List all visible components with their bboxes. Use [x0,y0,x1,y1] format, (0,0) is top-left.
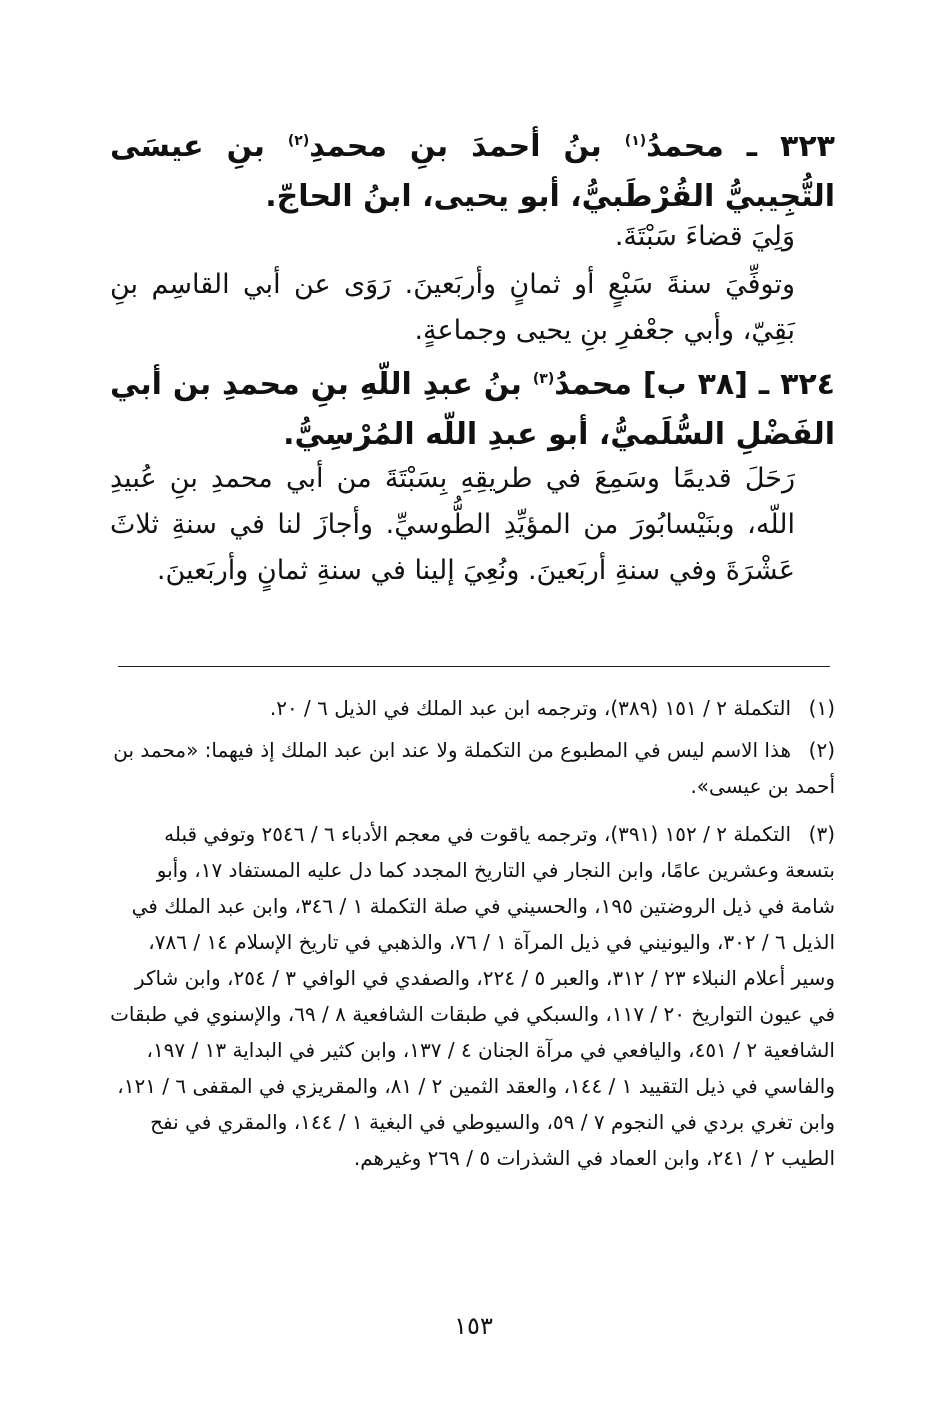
footnote-separator [118,666,830,667]
footnote-3 [110,816,835,1176]
entry-323-title-part-2: بنُ أحمدَ بنِ محمدِ [309,129,625,164]
footnote-ref-3: (٣) [532,371,555,387]
footnote-3-number: (٣) [808,822,835,846]
footnote-2 [110,732,835,804]
footnote-ref-2: (٢) [287,133,310,149]
footnote-1-number: (١) [808,696,835,720]
entry-324-paragraph-1: رَحَلَ قديمًا وسَمِعَ في طريقِهِ بِسَبْتَةَ من أبي محمدِ بنِ عُبيدِ اللّه، وبنَيْسابُورَ من المؤيِّدِ الطُّوسيِّ. وأجازَ لنا في سنةِ ثلاثَ عَشْرَةَ وفي سنةِ أربَعينَ. ونُعِيَ إلينا في سنةِ ثمانٍ وأربَعينَ. [110,463,795,586]
entry-324-heading [110,360,835,460]
entry-323-title-part-3: بنِ عيسَى التُّجِيبيُّ القُرْطَبيُّ، أبو يحيى، ابنُ الحاجّ. [110,129,835,214]
footnote-ref-1: (١) [624,133,647,149]
entry-323-paragraph-1: وَلِيَ قضاءَ سَبْتَةَ. [614,221,795,252]
footnote-2-text: هذا الاسم ليس في المطبوع من التكملة ولا عند ابن عبد الملك إذ فيهما: «محمد بن أحمد بن عيسى». [113,738,835,798]
entry-324-title-part-2: بنُ عبدِ اللّهِ بنِ محمدِ بن أبي الفَضْلِ السُّلَميُّ، أبو عبدِ اللّه المُرْسِيُّ. [110,367,835,452]
entry-323-heading [110,122,835,222]
page-number: ١٥٣ [454,1312,493,1340]
entry-323-paragraph-2: وتوفِّيَ سنةَ سَبْعٍ أو ثمانٍ وأربَعينَ. رَوَى عن أبي القاسِم بنِ بَقِيّ، وأبي جعْفرِ بنِ يحيى وجماعةٍ. [110,269,795,346]
entry-323-title-part-1: ٣٢٣ ـ محمدُ [646,129,835,164]
footnote-1 [110,690,835,726]
footnote-1-text: التكملة ٢ / ١٥١ (٣٨٩)، وترجمه ابن عبد الملك في الذيل ٦ / ٢٠. [269,696,791,720]
entry-324-title-part-1: ٣٢٤ ـ [٣٨ ب] محمدُ [554,367,835,402]
footnote-2-number: (٢) [808,738,835,762]
footnote-3-text: التكملة ٢ / ١٥٢ (٣٩١)، وترجمه ياقوت في معجم الأدباء ٦ / ٢٥٤٦ وتوفي قبله بتسعة وعشرين عامًا، وابن النجار في التاريخ المجدد كما دل عليه المستفاد ١٧، وأبو شامة في ذيل الروضتين ١٩٥، والحسيني في صلة التكملة ١ / ٣٤٦، وابن عبد الملك في الذيل ٦ / ٣٠٢، واليونيني في ذيل المرآة ١ / ٧٦، والذهبي في تاريخ الإسلام ١٤ / ٧٨٦، وسير أعلام النبلاء ٢٣ / ٣١٢، والعبر ٥ / ٢٢٤، والصفدي في الوافي ٣ / ٢٥٤، وابن شاكر في عيون التواريخ ٢٠ / ١١٧، والسبكي في طبقات الشافعية ٨ / ٦٩، والإسنوي في طبقات الشافعية ٢ / ٤٥١، واليافعي في مرآة الجنان ٤ / ١٣٧، وابن كثير في البداية ١٣ / ١٩٧، والفاسي في ذيل التقييد ١ / ١٤٤، والعقد الثمين ٢ / ٨١، والمقريزي في المقفى ٦ / ١٢١، وابن تغري بردي في النجوم ٧ / ٥٩، والسيوطي في البغية ١ / ١٤٤، والمقري في نفح الطيب ٢ / ٢٤١، وابن العماد في الشذرات ٥ / ٢٦٩ وغيرهم. [110,822,835,1170]
